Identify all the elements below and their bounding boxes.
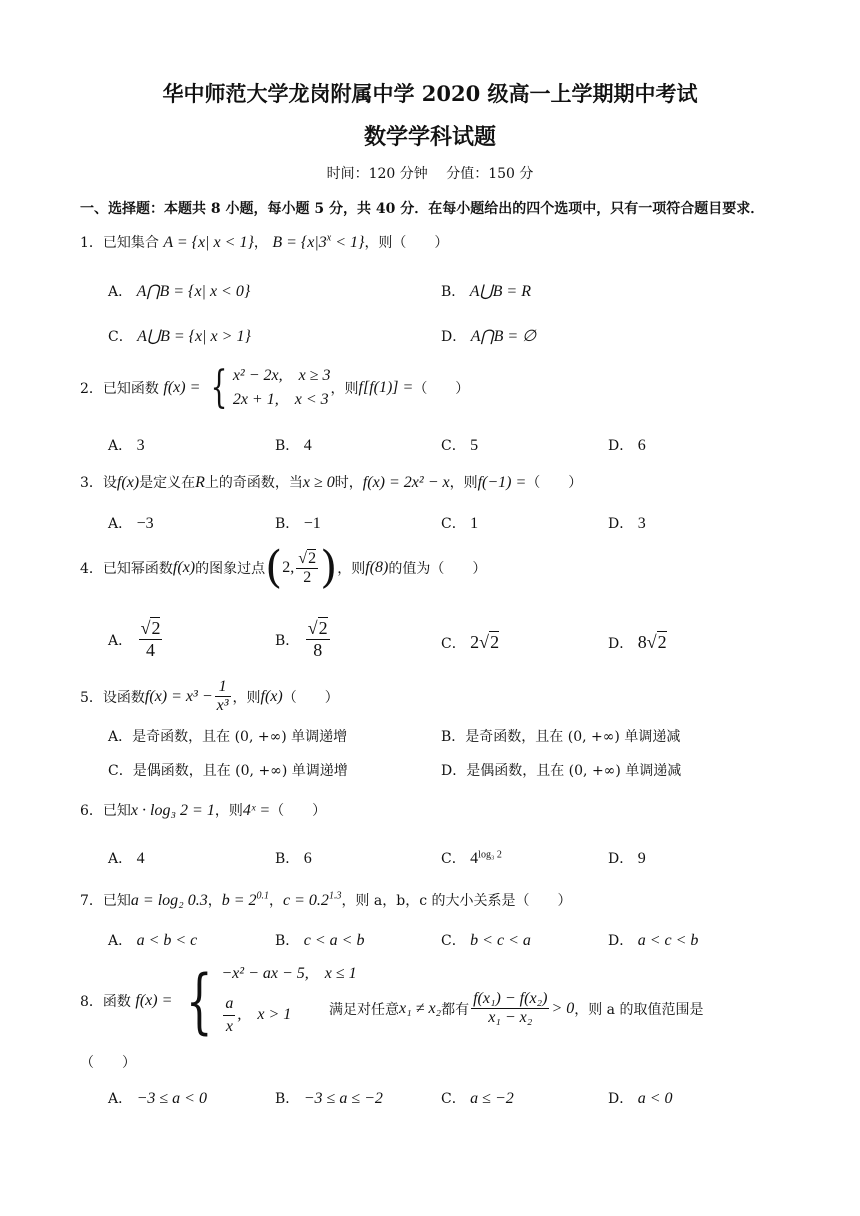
question-number: 7．	[80, 893, 103, 909]
question-3: 3．设f(x)是定义在R上的奇函数，当x ≥ 0时，f(x) = 2x² − x，则f(−1) =（ ）	[80, 474, 583, 491]
q8-option-c[interactable]: C． a ≤ −2	[441, 1090, 514, 1107]
exam-title: 华中师范大学龙岗附属中学 2020 级高一上学期期中考试	[162, 81, 698, 106]
question-5: 5．设函数f(x) = x³ − $\frac{1}{\text{x³}}$ ，则f(x)（ ）	[80, 678, 339, 714]
question-2: 2．已知函数 f(x) = { x² − 2x, x ≥ 3 2x + 1, x < 3 ，则f[f(1)] =（ ）	[80, 362, 470, 413]
brace-icon: {	[210, 362, 228, 413]
fraction: $\frac{1}{\text{x³}}$	[216, 678, 229, 714]
question-number: 2．	[80, 381, 103, 397]
q1-option-a[interactable]: A． A⋂B = {x| x < 0}	[108, 283, 251, 300]
q4-option-c[interactable]: C． 2√2	[441, 632, 500, 652]
question-8: 8．函数 f(x) = { −x² − ax − 5, x ≤ 1 $\frac{a}{x}$ , x > 1	[80, 959, 357, 1042]
q8-option-b[interactable]: B． −3 ≤ a ≤ −2	[275, 1090, 383, 1107]
q1-option-c[interactable]: C． A⋃B = {x| x > 1}	[108, 328, 251, 345]
q2-option-d[interactable]: D． 6	[608, 437, 646, 454]
q8-option-d[interactable]: D． a < 0	[608, 1090, 673, 1107]
q5-option-c[interactable]: C．是偶函数，且在 (0, +∞) 单调递增	[108, 763, 348, 779]
question-number: 3．	[80, 475, 103, 491]
question-6: 6．已知x · log₃ 2 = 1，则4ˣ =（ ）	[80, 802, 327, 819]
q7-option-a[interactable]: A． a < b < c	[108, 932, 198, 949]
expr-b: $b = 2^{0.1}$	[221, 890, 270, 909]
q3-option-d[interactable]: D． 3	[608, 515, 646, 532]
q7-option-c[interactable]: C． b < c < a	[441, 932, 531, 949]
difference-quotient: $\frac{\text{f(x₁) − f(x₂)}}{\text{x₁ − x₂}}$	[473, 990, 548, 1026]
q1-option-b[interactable]: B． A⋃B = R	[441, 283, 531, 300]
question-number: 4．	[80, 561, 103, 577]
piecewise-cases: −x² − ax − 5, x ≤ 1 $\frac{a}{x}$ , x > 1	[221, 965, 357, 1035]
exam-meta: 时间：120 分钟 分值：150 分	[326, 166, 534, 182]
q3-option-c[interactable]: C． 1	[441, 515, 479, 532]
question-8-paren: （ ）	[80, 1055, 136, 1071]
q5-option-b[interactable]: B．是奇函数，且在 (0, +∞) 单调递减	[441, 729, 681, 745]
q2-option-b[interactable]: B． 4	[275, 437, 312, 454]
set-b: $B = \{x|3^x < 1\}$	[272, 232, 365, 251]
question-number: 8．	[80, 993, 103, 1010]
q8-option-a[interactable]: A． −3 ≤ a < 0	[108, 1090, 207, 1107]
section-heading: 一、选择题：本题共 8 小题，每小题 5 分，共 40 分．在每小题给出的四个选项中，只有一项符合题目要求．	[80, 201, 765, 217]
q6-option-b[interactable]: B． 6	[275, 850, 312, 867]
question-1: 1．已知集合 A = {x| x < 1}， $B = \{x|3^x < 1\}$，则（ ）	[80, 232, 449, 251]
point-fraction: $\frac{√2}{2}$	[298, 549, 317, 586]
question-4: 4．已知幂函数f(x)的图象过点(2, $\frac{√2}{2}$ )，则f(8)的值为（ ）	[80, 542, 487, 593]
exam-subtitle: 数学学科试题	[363, 124, 496, 150]
q2-option-a[interactable]: A． 3	[108, 437, 145, 454]
brace-icon: {	[185, 959, 213, 1042]
q6-option-d[interactable]: D． 9	[608, 850, 646, 867]
piecewise-cases: x² − 2x, x ≥ 3 2x + 1, x < 3	[232, 367, 331, 408]
left-paren-icon: (	[265, 542, 283, 593]
question-7: 7．已知a = log₂ 0.3，$b = 2^{0.1}$，$c = 0.2^{1.3}$，则 a，b，c 的大小关系是（ ）	[80, 890, 572, 909]
q4-option-d[interactable]: D． 8√2	[608, 632, 667, 652]
question-number: 6．	[80, 803, 103, 819]
q2-option-c[interactable]: C． 5	[441, 437, 479, 454]
q7-option-b[interactable]: B． c < a < b	[275, 932, 365, 949]
q5-option-a[interactable]: A．是奇函数，且在 (0, +∞) 单调递增	[108, 729, 348, 745]
question-8-condition: 满足对任意x₁ ≠ x₂都有 $\frac{\text{f(x₁) − f(x₂)}}{\text{x₁ − x₂}}$ > 0，则 a 的取值范围是	[329, 990, 704, 1026]
expr-c: $c = 0.2^{1.3}$	[283, 890, 342, 909]
q5-option-d[interactable]: D．是偶函数，且在 (0, +∞) 单调递减	[441, 763, 682, 779]
set-a: A = {x| x < 1}	[163, 234, 254, 251]
q6-option-a[interactable]: A． 4	[108, 850, 145, 867]
q1-option-d[interactable]: D． A⋂B = ∅	[441, 328, 537, 345]
q3-option-a[interactable]: A． −3	[108, 515, 154, 532]
question-number: 1．	[80, 235, 103, 251]
question-number: 5．	[80, 689, 103, 706]
q7-option-d[interactable]: D． a < c < b	[608, 932, 699, 949]
q6-option-c[interactable]: C． $4^{log_3 2}$	[441, 849, 502, 867]
right-paren-icon: )	[320, 542, 338, 593]
q3-option-b[interactable]: B． −1	[275, 515, 321, 532]
q4-option-b[interactable]: B． $\frac{√2}{8}$	[275, 618, 328, 660]
q4-option-a[interactable]: A． $\frac{√2}{4}$	[108, 618, 161, 660]
